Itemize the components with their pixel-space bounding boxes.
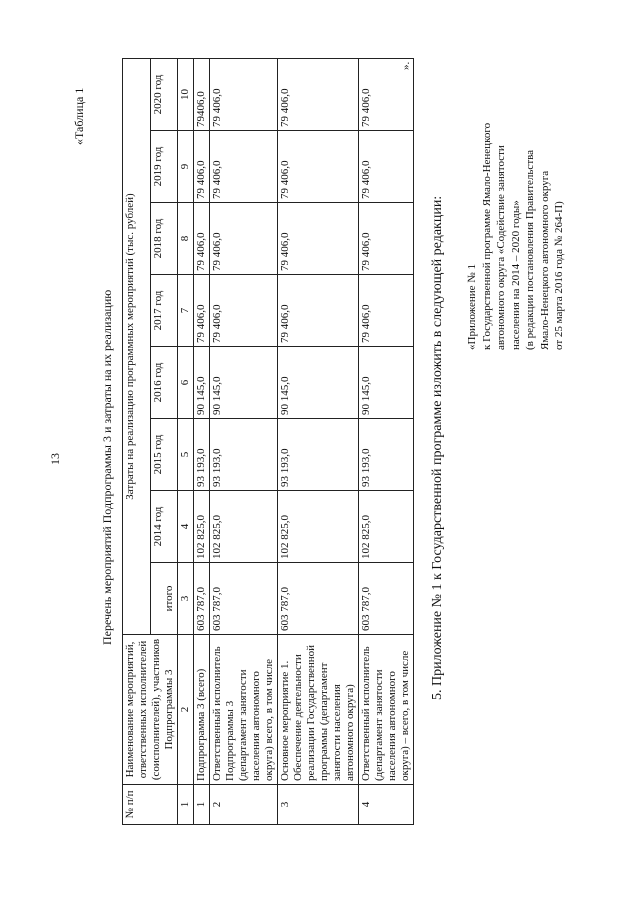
row-name: Основное мероприятие 1. Обеспечение деятельности реализации Государственной программы (департамент занятости населения автономного округа) [278,635,359,785]
row-num: 4 [359,785,414,825]
row-value: 79 406,0 [278,131,359,203]
header-year: 2014 год [150,491,178,563]
row-name: Ответственный исполнитель (департамент занятости населения автономного округа) – всего, в том числе [359,635,414,785]
table-label: «Таблица 1 [72,87,86,145]
column-number: 4 [178,491,194,563]
row-value: 79 406,0 [194,131,210,203]
column-number: 8 [178,203,194,275]
row-value: 90 145,0 [194,347,210,419]
row-value: 93 193,0 [210,419,278,491]
appendix-line: «Приложение № 1 [466,263,478,350]
table-row [210,59,278,825]
row-value: 102 825,0 [194,491,210,563]
row-value: 79 406,0 [359,275,414,347]
row-value: 93 193,0 [359,419,414,491]
row-value: 79 406,0 [210,203,278,275]
header-year: 2015 год [150,419,178,491]
appendix-line: к Государственной программе Ямало-Ненецкого [480,122,493,350]
row-value: 603 787,0 [194,563,210,635]
table-end-mark: ». [400,61,412,70]
table-title: Перечень мероприятий Подпрограммы 3 и затраты на их реализацию [100,289,114,645]
row-value: 79 406,0 [194,203,210,275]
appendix-line: Ямало-Ненецкого автономного округа [538,170,551,350]
row-name: Подпрограмма 3 (всего) [194,635,210,785]
header-year: 2019 год [150,131,178,203]
appendix-line: (в редакции постановления Правительства [524,149,536,350]
column-number: 6 [178,347,194,419]
row-value: 79 406,0 [278,203,359,275]
column-number: 2 [178,635,194,785]
row-value: 102 825,0 [278,491,359,563]
header-year: 2016 год [150,347,178,419]
appendix-line: населения на 2014 – 2020 годы» [509,200,522,350]
section-5-heading: 5. Приложение № 1 к Государственной программе изложить в следующей редакции: [430,195,445,700]
header-year: 2018 год [150,203,178,275]
header-name: Наименование мероприятий, ответственных исполнителей (соисполнителей), участников Подпрограммы 3 [123,635,178,785]
row-value: 90 145,0 [278,347,359,419]
row-value: 93 193,0 [194,419,210,491]
header-row-1 [123,59,151,825]
row-value: 90 145,0 [359,347,414,419]
appendix-line: от 25 марта 2016 года № 264-П) [553,201,565,350]
header-year: 2020 год [150,59,178,131]
row-value: 79 406,0 [210,59,278,131]
row-value: 79 406,0 [278,275,359,347]
header-num: № п/п [123,785,178,825]
row-value: 79 406,0 [278,59,359,131]
row-value: 79 406,0 [194,275,210,347]
row-value: 93 193,0 [278,419,359,491]
column-number: 5 [178,419,194,491]
row-num: 1 [194,785,210,825]
appendix-header [465,20,567,350]
table-row [359,59,414,825]
row-value: 79 406,0 [359,203,414,275]
row-num: 3 [278,785,359,825]
column-number: 9 [178,131,194,203]
row-value: 79 406,0 [210,275,278,347]
row-num: 2 [210,785,278,825]
column-number: 7 [178,275,194,347]
row-value: 603 787,0 [278,563,359,635]
row-value: 79 406,0 [359,131,414,203]
column-number-row [178,59,194,825]
row-value: 79 406,0 [359,59,414,131]
page-number: 13 [48,453,62,465]
table-row [194,59,210,825]
header-year: 2017 год [150,275,178,347]
table-row [278,59,359,825]
row-name: Ответственный исполнитель Подпрограммы 3 (департамент занятости населения автономного округа) всего, в том числе [210,635,278,785]
row-value: 90 145,0 [210,347,278,419]
costs-table [122,58,414,825]
row-value: 603 787,0 [359,563,414,635]
column-number: 1 [178,785,194,825]
row-value: 79 406,0 [210,131,278,203]
header-total: итого [150,563,178,635]
row-value: 102 825,0 [359,491,414,563]
column-number: 3 [178,563,194,635]
row-value: 102 825,0 [210,491,278,563]
row-value: 79406,0 [194,59,210,131]
appendix-line: автономного округа «Содействие занятости [495,145,507,350]
row-value: 603 787,0 [210,563,278,635]
column-number: 10 [178,59,194,131]
header-costs: Затраты на реализацию программных мероприятий (тыс. рублей) [123,59,151,635]
